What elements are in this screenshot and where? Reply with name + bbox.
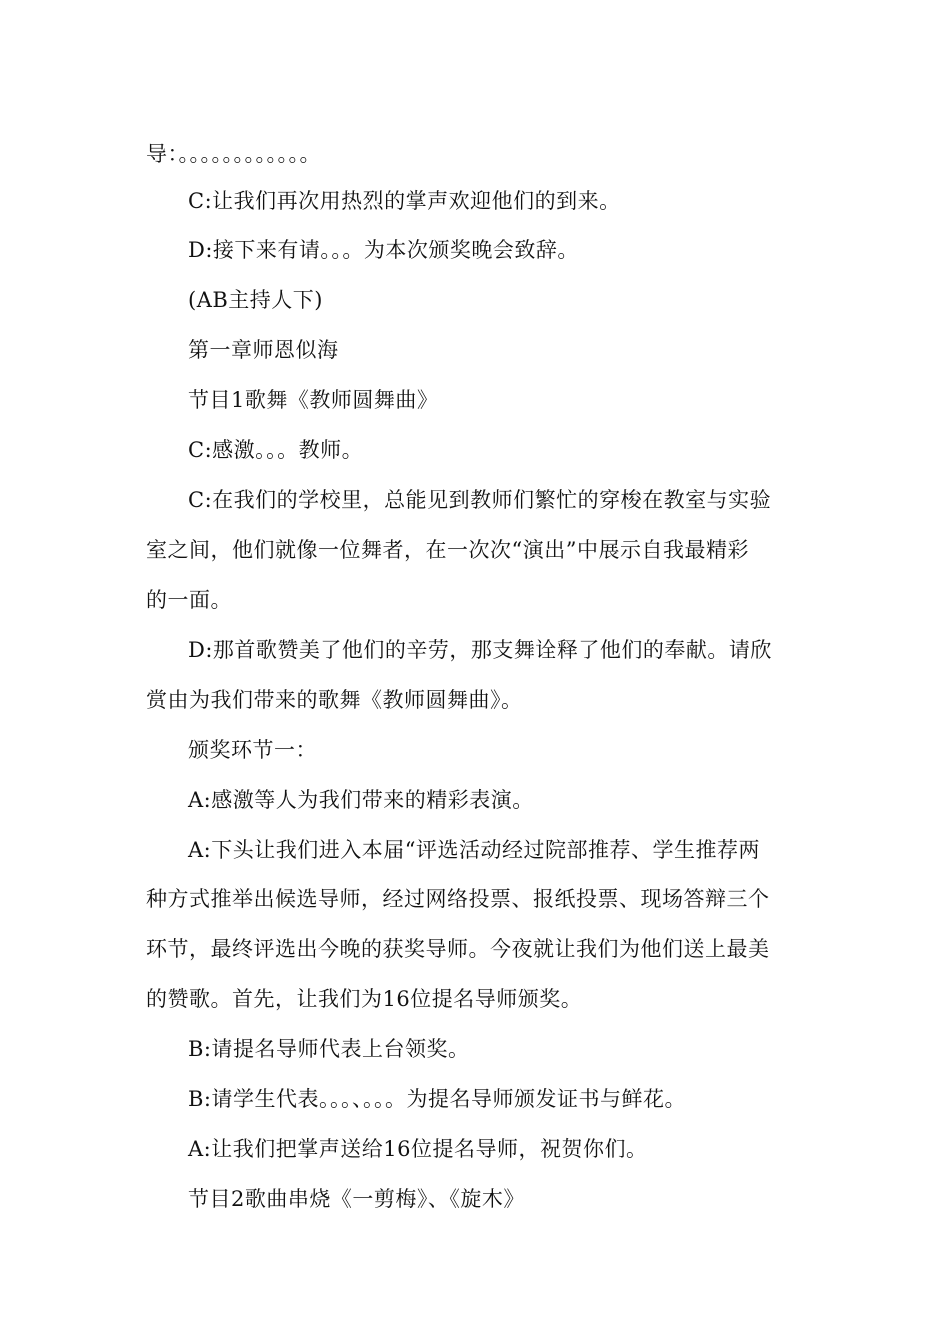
paragraph-line: A:让我们把掌声送给16位提名导师，祝贺你们。 — [188, 1137, 648, 1161]
paragraph-line: 导：。。。。。。。。。。。。 — [146, 142, 321, 166]
paragraph-line: 室之间，他们就像一位舞者，在一次次“演出”中展示自我最精彩 — [146, 538, 749, 562]
paragraph-line: 种方式推举出候选导师，经过网络投票、报纸投票、现场答辩三个 — [146, 887, 770, 911]
paragraph-line: 赏由为我们带来的歌舞《教师圆舞曲》。 — [146, 688, 523, 712]
paragraph-line: A:下头让我们进入本届“评选活动经过院部推荐、学生推荐两 — [188, 838, 760, 862]
program-title: 节目1歌舞《教师圆舞曲》 — [188, 388, 439, 412]
program-title: 节目2歌曲串烧《一剪梅》、《旋木》 — [188, 1187, 525, 1211]
paragraph-line: B:请提名导师代表上台领奖。 — [188, 1037, 470, 1061]
paragraph-line: C:感激。。。教师。 — [188, 438, 364, 462]
paragraph-line: 的一面。 — [146, 588, 232, 612]
paragraph-line: 的赞歌。首先，让我们为16位提名导师颁奖。 — [146, 987, 583, 1011]
paragraph-line: C:让我们再次用热烈的掌声欢迎他们的到来。 — [188, 189, 621, 213]
paragraph-line: D:那首歌赞美了他们的辛劳，那支舞诠释了他们的奉献。请欣 — [188, 638, 772, 662]
paragraph-line: (AB主持人下) — [188, 288, 323, 312]
paragraph-line: 环节，最终评选出今晚的获奖导师。今夜就让我们为他们送上最美 — [146, 937, 770, 961]
section-heading: 颁奖环节一： — [188, 738, 317, 762]
section-heading: 第一章师恩似海 — [188, 338, 339, 362]
paragraph-line: D:接下来有请。。。为本次颁奖晚会致辞。 — [188, 238, 579, 262]
paragraph-line: B:请学生代表。。。、。。。为提名导师颁发证书与鲜花。 — [188, 1087, 687, 1111]
paragraph-line: C:在我们的学校里，总能见到教师们繁忙的穿梭在教室与实验 — [188, 488, 772, 512]
paragraph-line: A:感激等人为我们带来的精彩表演。 — [188, 788, 534, 812]
